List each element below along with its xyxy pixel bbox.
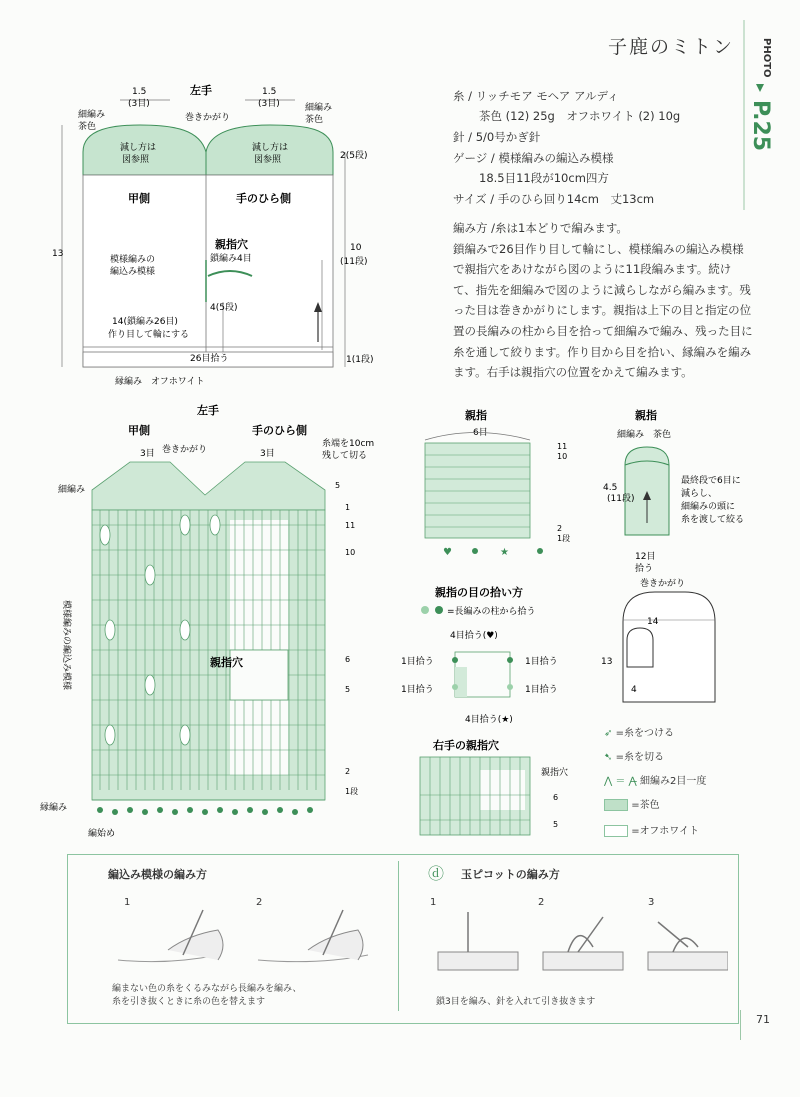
legend-dec xyxy=(604,772,706,787)
howto-title-b: 玉ピコットの編み方 xyxy=(461,868,560,881)
row-label-1: 1段 xyxy=(345,787,359,796)
decrease-note-1: 減し方は xyxy=(120,143,157,153)
howto-box xyxy=(67,854,739,1024)
top-width-left: 1.5 xyxy=(132,87,147,97)
thumb-chart-stitches: 6目 xyxy=(473,428,488,438)
chain-note-2: 作り目して輪にする xyxy=(108,330,190,340)
thumb-row-1: 1段 xyxy=(557,534,571,543)
cut-note-2: 残して切る xyxy=(322,451,368,461)
photo-page-tab xyxy=(742,20,774,210)
chart-thumb-hole: 親指穴 xyxy=(210,656,243,669)
howto-illus-b xyxy=(428,907,728,977)
row-label-10: 10 xyxy=(345,548,356,557)
thumb-row-11: 11 xyxy=(557,442,568,451)
thumb-diagram-note-4: 糸を渡して絞る xyxy=(681,515,745,525)
decrease-note-3: 減し方は xyxy=(252,143,289,153)
yarn-value: リッチモア モヘア アルディ xyxy=(475,89,619,103)
row-label-6: 6 xyxy=(345,655,351,664)
brown-swatch xyxy=(604,799,628,811)
thumb-row-10: 10 xyxy=(557,452,568,461)
edge-rows: 1(1段) xyxy=(346,355,374,365)
instructions-body: 鎖編みで26目作り目して輪にし、模様編みの編込み模様で親指穴をあけながら図のように11段編みます。続けて、指先を細編みで図のように減らしながら編みます。残った目は巻きかがりにします。親指は上下の目と指定の位置の長編みの柱から目を拾って細編みで編み、残った目に糸を通して絞ります。作り目から目を拾い、縁編みを編みます。右手は親指穴の位置をかえて編みます。 xyxy=(453,241,753,380)
howto-caption-a-2: 糸を引き抜くときに糸の色を替えます xyxy=(112,997,266,1007)
size-value: 手のひら回り14cm 丈13cm xyxy=(497,192,655,206)
thumb-diagram-rows: (11段) xyxy=(607,494,635,504)
thumb-pickup-top: 4目拾う(♥) xyxy=(450,631,498,641)
pickup-label: 26目拾う xyxy=(190,354,229,364)
cut-note-1: 糸端を10cm xyxy=(322,439,375,449)
right-thumb-hole xyxy=(405,735,585,845)
pattern-label-1: 模様編みの xyxy=(110,255,156,265)
howto-illus-a xyxy=(108,905,388,975)
thumb-pickup-title: 親指の目の拾い方 xyxy=(435,586,523,599)
thumb-diagram-height: 4.5 xyxy=(603,483,618,493)
sc-brown-right-color: 茶色 xyxy=(305,115,324,125)
howto-step-a2: 2 xyxy=(256,897,263,908)
top-rows: 2(5段) xyxy=(340,151,368,161)
row-label-2: 2 xyxy=(345,767,351,776)
triangle-marker-icon xyxy=(756,84,764,92)
chain-note-1: 14(鎖編み26目) xyxy=(112,317,178,327)
thumb-chart xyxy=(405,405,585,565)
row-label-5: 5 xyxy=(345,685,351,694)
instructions-heading: 編み方 xyxy=(453,221,488,235)
body-height: 10 xyxy=(350,243,362,253)
thumb-rows: 4(5段) xyxy=(210,303,238,313)
thumb-diagram-title: 親指 xyxy=(635,409,657,422)
thumb-pickup-right-2: 1目拾う xyxy=(525,685,558,695)
chart-left-hand: 左手 xyxy=(197,404,219,417)
photo-page-ref: P.25 xyxy=(748,100,773,152)
row-label-1a: 1 xyxy=(345,503,351,512)
chart-three-right: 3目 xyxy=(260,449,275,459)
yarn-line: 糸 / リッチモア モヘア アルディ xyxy=(453,89,619,103)
legend-dec-text: 細編み2目一度 xyxy=(639,776,707,787)
page-title: 子鹿のミトン xyxy=(608,36,735,58)
picot-icon: ⓓ xyxy=(428,864,445,883)
svg-text:♥: ♥ xyxy=(443,547,452,558)
attach-icon: ➶ xyxy=(604,728,613,739)
chart-start-label: 編始め xyxy=(88,829,116,839)
needle-value: 5/0号かぎ針 xyxy=(475,130,541,144)
gauge-label: ゲージ xyxy=(453,151,488,165)
thumb-row-2: 2 xyxy=(557,524,563,533)
needle-line: 針 / 5/0号かぎ針 xyxy=(453,130,541,144)
right-thumb-row-5: 5 xyxy=(553,820,559,829)
legend-cut-text: =糸を切る xyxy=(615,752,664,763)
schematic-left-hand: 左手 xyxy=(190,84,212,97)
yarn-label: 糸 xyxy=(453,89,465,103)
sc-brown-left: 細編み xyxy=(78,110,106,120)
thumb-chart-title: 親指 xyxy=(465,409,487,422)
right-thumb-title: 右手の親指穴 xyxy=(433,739,499,752)
thumb-pickup-left-2: 1目拾う xyxy=(401,685,434,695)
legend-white-text: =オフホワイト xyxy=(631,826,699,837)
chart-edge-label: 縁編み xyxy=(40,803,68,813)
thumb-pickup-legend: =長編みの柱から拾う xyxy=(447,607,536,617)
legend-brown xyxy=(604,796,660,811)
sc-brown-right: 細編み xyxy=(305,103,333,113)
stitch-chart xyxy=(30,400,430,850)
white-swatch xyxy=(604,825,628,837)
right-thumb-label: 親指穴 xyxy=(541,768,569,778)
photo-label: PHOTO xyxy=(761,38,772,78)
howto-step-a1: 1 xyxy=(124,897,131,908)
chart-whipstitch: 巻きかがり xyxy=(162,445,208,455)
legend-attach-text: =糸をつける xyxy=(615,728,674,739)
howto-caption-a-1: 編まない色の糸をくるみながら長編みを編み、 xyxy=(112,984,302,994)
top-stitch-left: (3目) xyxy=(128,99,150,109)
yarn-colors: 茶色 (12) 25g オフホワイト (2) 10g xyxy=(479,109,681,123)
palm-label: 手のひら側 xyxy=(236,192,291,205)
chart-sc-label: 細編み xyxy=(58,485,86,495)
thumb-pickup-diagram xyxy=(395,582,595,732)
svg-text:★: ★ xyxy=(500,547,509,558)
howto-step-b1: 1 xyxy=(430,897,437,908)
thumb-diagram-note-1: 最終段で6目に xyxy=(681,476,741,486)
top-width-right: 1.5 xyxy=(262,87,277,97)
thumb-diagram-sc: 細編み 茶色 xyxy=(617,430,672,440)
right-thumb-row-6: 6 xyxy=(553,793,559,802)
howto-step-b3: 3 xyxy=(648,897,655,908)
edging-label: 縁編み オフホワイト xyxy=(115,377,205,387)
howto-step-b2: 2 xyxy=(538,897,545,908)
chart-back-label: 甲側 xyxy=(128,424,150,437)
gauge-detail: 18.5目11段が10cm四方 xyxy=(479,171,609,185)
outline-width: 14 xyxy=(647,617,659,627)
page-number: 71 xyxy=(756,1013,770,1026)
thumb-diagram-stitches: 12目 xyxy=(635,552,656,562)
gauge-line: ゲージ / 模様編みの編込み模様 xyxy=(453,151,614,165)
outline-height: 13 xyxy=(601,657,613,667)
decrease-note-2: 図参照 xyxy=(122,155,150,165)
outline-whipstitch: 巻きかがり xyxy=(640,579,686,589)
decrease-note-4: 図参照 xyxy=(254,155,282,165)
thumb-hole-label: 親指穴 xyxy=(215,238,248,251)
mitten-schematic xyxy=(40,80,410,400)
thumb-diagram-pickup: 拾う xyxy=(635,564,654,574)
howto-caption-b: 鎖3目を編み、針を入れて引き抜きます xyxy=(436,997,596,1007)
whipstitch-label: 巻きかがり xyxy=(185,113,231,123)
instructions: 編み方 /糸は1本どりで編みます。 鎖編みで26目作り目して輪にし、模様編みの編込み模様で親指穴をあけながら図のように11段編みます。続けて、指先を細編みで図のように減らしながら編みます。残った目は巻きかがりにします。親指は上下の目と指定の位置の長編みの柱から目を拾って細編みで編み、残った目に糸を通して絞ります。作り目から目を拾い、縁編みを編みます。右手は親指穴の位置をかえて編みます。 xyxy=(453,218,753,383)
howto-divider xyxy=(398,861,399,1011)
legend-cut xyxy=(604,748,664,763)
instructions-note: 糸は1本どりで編みます。 xyxy=(495,221,628,235)
dec-icon: ⋀ ＝ ⋀̶ xyxy=(604,776,637,787)
thumb-diagram xyxy=(595,405,785,585)
thumb-hole-sc: 鎖編み4目 xyxy=(210,254,252,264)
body-rows: (11段) xyxy=(340,257,368,267)
thumb-diagram-note-3: 細編みの頭に xyxy=(681,502,736,512)
needle-label: 針 xyxy=(453,130,465,144)
row-label-11: 11 xyxy=(345,521,356,530)
chart-pattern-label: 模様編みの編込み模様 xyxy=(61,600,71,691)
thumb-diagram-note-2: 減らし、 xyxy=(681,489,718,499)
mitten-outline xyxy=(595,572,785,727)
gauge-value: 模様編みの編込み模様 xyxy=(498,151,614,165)
chart-three-left: 3目 xyxy=(140,449,155,459)
thumb-pickup-right-1: 1目拾う xyxy=(525,657,558,667)
size-label: サイズ xyxy=(453,192,487,206)
sc-brown-left-color: 茶色 xyxy=(78,122,97,132)
legend-white xyxy=(604,822,699,837)
outline-thumb: 4 xyxy=(631,685,637,695)
size-line: サイズ / 手のひら回り14cm 丈13cm xyxy=(453,192,655,206)
legend-brown-text: =茶色 xyxy=(631,800,660,811)
thumb-pickup-left-1: 1目拾う xyxy=(401,657,434,667)
thumb-pickup-bottom: 4目拾う(★) xyxy=(465,715,513,725)
howto-title-a: 編込み模様の編み方 xyxy=(108,868,207,881)
total-height: 13 xyxy=(52,249,64,259)
cut-icon: ➷ xyxy=(604,752,613,763)
chart-palm-label: 手のひら側 xyxy=(252,424,307,437)
legend-attach xyxy=(604,724,674,739)
footer-rule xyxy=(740,1010,741,1040)
pattern-label-2: 編込み模様 xyxy=(110,267,156,277)
row-label-5a: 5 xyxy=(335,481,341,490)
back-label: 甲側 xyxy=(128,192,150,205)
top-stitch-right: (3目) xyxy=(258,99,280,109)
